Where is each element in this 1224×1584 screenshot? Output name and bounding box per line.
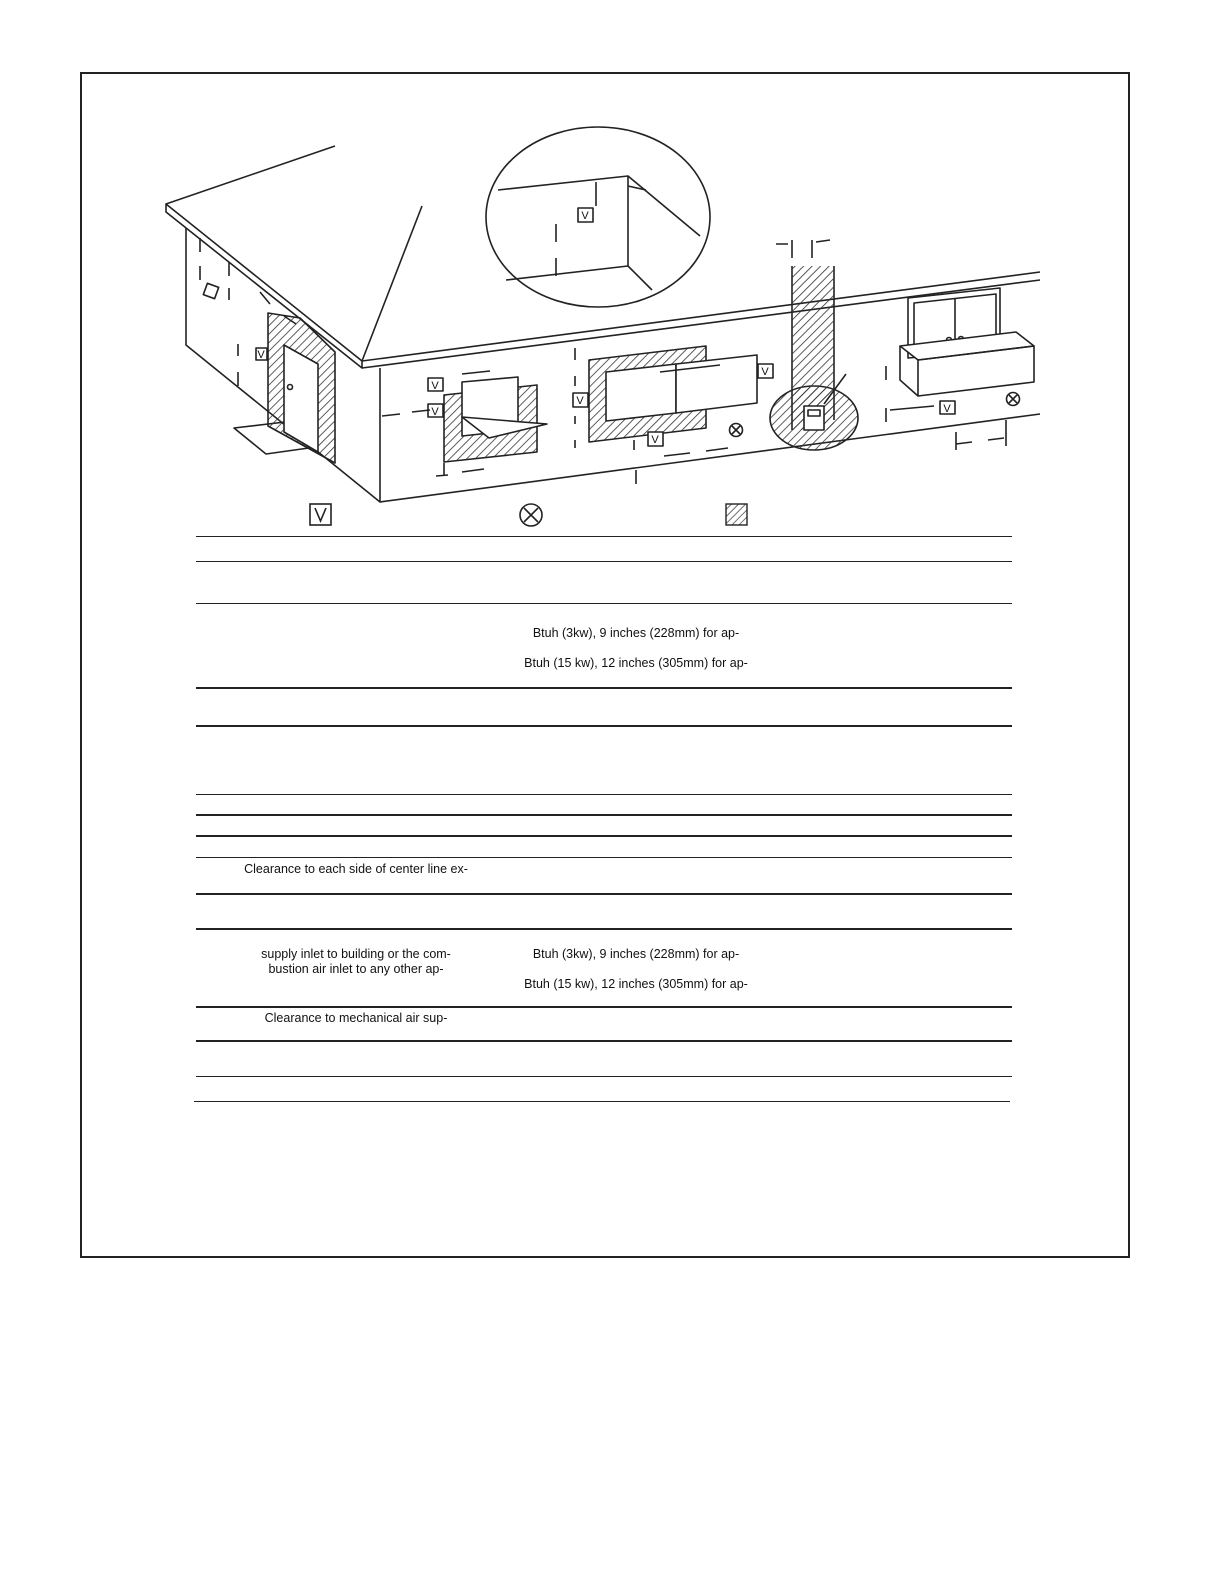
table-rule [196, 893, 1012, 895]
table-rule [196, 603, 1012, 604]
table-cell-description: Clearance to mechanical air sup- [264, 1011, 448, 1025]
table-rule [196, 857, 1012, 858]
venting-clearance-illustration [0, 0, 1224, 510]
table-cell-appliance-text: Btuh (15 kw), 12 inches (305mm) for ap- [524, 977, 748, 991]
table-rule [196, 814, 1012, 816]
vent-marker: V [431, 406, 439, 418]
air-supply-inlet-icon [518, 502, 544, 528]
table-rule [196, 835, 1012, 837]
table-rule [196, 1040, 1012, 1042]
table-cell-appliance-text: Btuh (3kw), 9 inches (228mm) for ap- [532, 947, 740, 961]
vent-marker: V [581, 210, 589, 222]
table-rule [196, 928, 1012, 930]
detail-callout [486, 127, 710, 307]
table-rule [196, 794, 1012, 795]
table-rule [196, 687, 1012, 689]
table-rule [196, 536, 1012, 537]
vent-marker: V [431, 380, 439, 392]
balcony-window [886, 288, 1034, 450]
table-cell-description: supply inlet to building or the com- [261, 947, 451, 961]
table-rule [196, 725, 1012, 727]
vent-marker: V [257, 349, 265, 361]
meter-column [770, 240, 858, 450]
window-area [382, 371, 547, 476]
vent-marker: V [651, 434, 659, 446]
vent-marker: V [576, 395, 584, 407]
restricted-area-icon [725, 503, 749, 527]
vent-terminal-icon [309, 503, 333, 527]
table-cell-description: Clearance to each side of center line ex- [244, 862, 468, 876]
table-rule [196, 1076, 1012, 1077]
table-cell-appliance-text: Btuh (15 kw), 12 inches (305mm) for ap- [524, 656, 748, 670]
table-cell-description: bustion air inlet to any other ap- [268, 962, 444, 976]
vent-marker: V [761, 366, 769, 378]
table-rule [196, 1006, 1012, 1008]
table-rule [196, 561, 1012, 562]
vent-marker: V [943, 403, 951, 415]
table-cell-appliance-text: Btuh (3kw), 9 inches (228mm) for ap- [532, 626, 740, 640]
table-rule [194, 1101, 1010, 1102]
